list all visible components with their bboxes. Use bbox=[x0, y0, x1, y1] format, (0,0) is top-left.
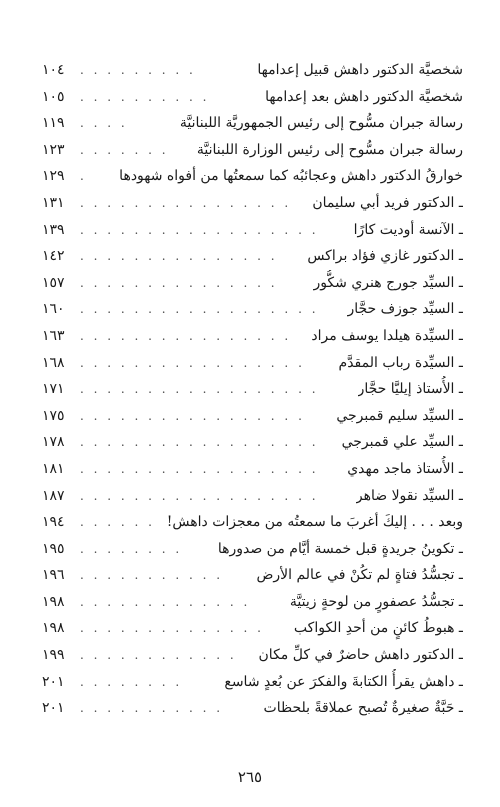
toc-entry-page: ١٩٤ bbox=[42, 514, 65, 531]
toc-entry-title: رسالة جبران مسُّوح إلى رئيس الجمهوريَّة اللبنانيَّة bbox=[179, 115, 463, 132]
toc-entry-title: ـ حَبَّةٌ صغيرةٌ تُصبح عملاقةً بلحظات bbox=[263, 700, 463, 717]
toc-entry bbox=[42, 376, 463, 403]
dot-leader: . . . . . . . . . . . . . . . . . . bbox=[80, 222, 319, 237]
toc-entry-title: ـ السيِّد سليم قمبرجي bbox=[336, 407, 463, 424]
dot-leader: . . . . . . . . . . . . . . . . . bbox=[80, 408, 305, 423]
toc-entry-page: ١٩٦ bbox=[42, 567, 65, 584]
toc-entry-title: ـ الأُستاذ إيليَّا حجَّار bbox=[357, 381, 463, 398]
toc-entry bbox=[42, 243, 463, 270]
dot-leader: . . . . . . . . . . . bbox=[80, 568, 224, 583]
toc-entry bbox=[42, 163, 463, 190]
dot-leader: . . . . . . . . . . . . . . . . . . bbox=[80, 435, 319, 450]
dot-leader: . . . . . . . . . . . . bbox=[80, 648, 237, 663]
toc-entry bbox=[42, 642, 463, 669]
page-number: ٢٦٥ bbox=[237, 768, 263, 786]
toc-entry-title: خوارقُ الدكتور داهش وعجائبُه كما سمعتُها من أفواه شهودها bbox=[119, 168, 463, 185]
toc-entry bbox=[42, 403, 463, 430]
toc-entry-title: ـ السيِّد جوزف حجَّار bbox=[347, 301, 463, 318]
toc-entry bbox=[42, 190, 463, 217]
toc-entry-title: ـ السيِّدة هيلدا يوسف مراد bbox=[311, 327, 463, 344]
toc-entry-title: ـ داهش يقرأُ الكتابةَ والفكرَ عن بُعدٍ شاسع bbox=[224, 673, 463, 690]
toc-entry-page: ١٦٣ bbox=[42, 327, 65, 344]
toc-entry-page: ١٩٩ bbox=[42, 647, 65, 664]
dot-leader: . . . . . . . . . . . . . . . . bbox=[80, 328, 292, 343]
toc-entry bbox=[42, 669, 463, 696]
toc-entry bbox=[42, 323, 463, 350]
dot-leader: . . . . . . . . bbox=[80, 541, 183, 556]
toc-entry-title: ـ الأُستاذ ماجد مهدي bbox=[347, 460, 463, 477]
toc-entry bbox=[42, 509, 463, 536]
toc-entry-page: ١٣١ bbox=[42, 194, 65, 211]
toc-entry-page: ١٣٩ bbox=[42, 221, 65, 238]
dot-leader: . . . . . . . . . . . . . . . bbox=[80, 249, 278, 264]
dot-leader: . . . . . . . . . . . . . . . . . . bbox=[80, 461, 319, 476]
toc-entry-page: ١١٩ bbox=[42, 115, 65, 132]
dot-leader: . . . . . . . . . . . . . . . . . . bbox=[80, 488, 319, 503]
dot-leader: . . . . . . . . . . . . . . . bbox=[80, 275, 278, 290]
toc-entry-page: ١٩٨ bbox=[42, 620, 65, 637]
toc-entry-page: ١٨٧ bbox=[42, 487, 65, 504]
dot-leader: . . . . . . . . . . . bbox=[80, 701, 224, 716]
toc-entry bbox=[42, 84, 463, 111]
dot-leader: . bbox=[80, 169, 87, 184]
toc-entry bbox=[42, 483, 463, 510]
toc-entry-page: ١٠٥ bbox=[42, 88, 65, 105]
toc-entry-page: ١٦٨ bbox=[42, 354, 65, 371]
toc-entry-title: وبعد . . . إليكَ أغربَ ما سمعتُه من معجزات داهش! bbox=[166, 514, 463, 531]
toc-entry-page: ١٧١ bbox=[42, 381, 65, 398]
dot-leader: . . . . . . . . . . . . . . bbox=[80, 621, 264, 636]
toc-entry bbox=[42, 217, 463, 244]
dot-leader: . . . . bbox=[80, 116, 128, 131]
toc-entry bbox=[42, 270, 463, 297]
toc-entry-title: ـ تكوينُ جريدةٍ قبل خمسة أيَّام من صدورها bbox=[217, 540, 463, 557]
toc-entry-title: ـ السيِّد جورج هنري شكُّور bbox=[313, 274, 463, 291]
toc-entry bbox=[42, 57, 463, 84]
toc-entry-title: شخصيَّة الدكتور داهش قبيل إعدامها bbox=[257, 62, 463, 78]
toc-entry-page: ١٧٨ bbox=[42, 434, 65, 451]
toc-entry-title: ـ السيِّد علي قمبرجي bbox=[341, 434, 463, 451]
toc-entry bbox=[42, 589, 463, 616]
toc-entry bbox=[42, 536, 463, 563]
dot-leader: . . . . . . . . . . bbox=[80, 89, 210, 104]
toc-entry-page: ١٨١ bbox=[42, 460, 65, 477]
toc-entry-page: ١٢٩ bbox=[42, 168, 65, 185]
toc-entry-page: ١٠٤ bbox=[42, 62, 65, 78]
toc-entry-page: ١٤٢ bbox=[42, 248, 65, 265]
toc-entry bbox=[42, 429, 463, 456]
toc-entry bbox=[42, 456, 463, 483]
toc-entry-page: ١٧٥ bbox=[42, 407, 65, 424]
dot-leader: . . . . . . bbox=[80, 515, 155, 530]
toc-entry-title: رسالة جبران مسُّوح إلى رئيس الوزارة اللبنانيَّة bbox=[196, 141, 463, 158]
toc-entry bbox=[42, 695, 463, 722]
toc-entry-page: ٢٠١ bbox=[42, 700, 65, 717]
dot-leader: . . . . . . . . . . . . . . . . . bbox=[80, 355, 305, 370]
table-of-contents bbox=[42, 57, 463, 722]
toc-entry-title: ـ الآنسة أوديت كارًا bbox=[353, 221, 463, 238]
toc-entry-title: ـ تجسُّدُ فتاةٍ لم تكُنْ في عالم الأرض bbox=[256, 567, 463, 584]
toc-entry-page: ١٥٧ bbox=[42, 274, 65, 291]
toc-entry-title: ـ السيِّد نقولا ضاهر bbox=[355, 487, 463, 504]
toc-entry bbox=[42, 110, 463, 137]
toc-entry-title: ـ هبوطُ كائنٍ من أحدِ الكواكب bbox=[293, 620, 463, 637]
toc-entry-page: ١٩٥ bbox=[42, 540, 65, 557]
dot-leader: . . . . . . . . . . . . . bbox=[80, 594, 251, 609]
toc-entry-title: ـ الدكتور فريد أبي سليمان bbox=[312, 194, 463, 211]
toc-entry-title: شخصيَّة الدكتور داهش بعد إعدامها bbox=[265, 88, 463, 105]
toc-entry-page: ١٢٣ bbox=[42, 141, 65, 158]
dot-leader: . . . . . . . bbox=[80, 142, 169, 157]
toc-entry bbox=[42, 137, 463, 164]
dot-leader: . . . . . . . . bbox=[80, 674, 183, 689]
toc-entry-page: ١٦٠ bbox=[42, 301, 65, 318]
toc-entry-title: ـ الدكتور داهش حاضرٌ في كلِّ مكان bbox=[258, 647, 463, 664]
toc-entry-page: ١٩٨ bbox=[42, 593, 65, 610]
toc-entry-title: ـ تجسُّدُ عصفورٍ من لوحةٍ زيتيَّة bbox=[289, 593, 463, 610]
toc-entry bbox=[42, 562, 463, 589]
dot-leader: . . . . . . . . . . . . . . . . bbox=[80, 195, 292, 210]
toc-entry bbox=[42, 350, 463, 377]
dot-leader: . . . . . . . . . . . . . . . . . . bbox=[80, 302, 319, 317]
dot-leader: . . . . . . . . . . . . . . . . . . bbox=[80, 382, 319, 397]
toc-entry-title: ـ السيِّدة رباب المقدَّم bbox=[338, 354, 463, 371]
toc-entry-page: ٢٠١ bbox=[42, 673, 65, 690]
toc-entry bbox=[42, 615, 463, 642]
toc-entry bbox=[42, 296, 463, 323]
toc-entry-title: ـ الدكتور غازي فؤاد براكس bbox=[307, 248, 463, 265]
dot-leader: . . . . . . . . . bbox=[80, 63, 196, 77]
